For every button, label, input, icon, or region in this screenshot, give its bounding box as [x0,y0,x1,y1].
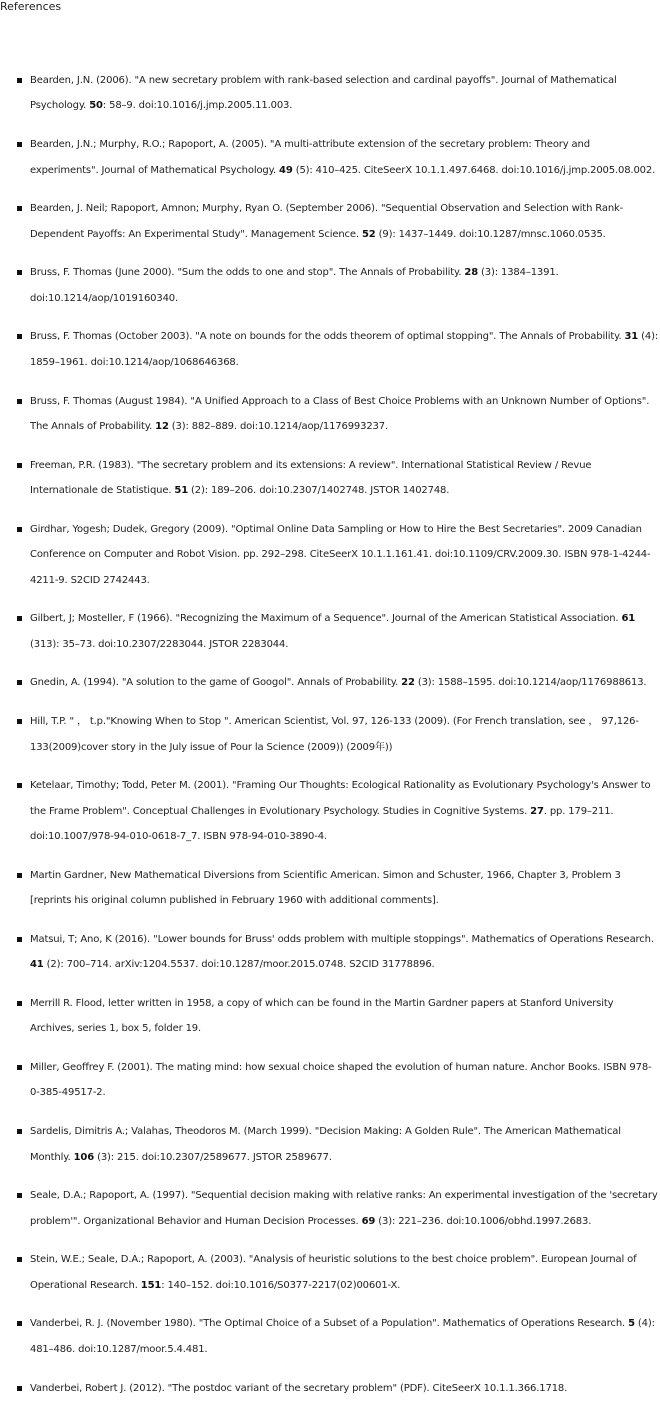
reference-text-tail: (3): 1384–1391. doi:10.1214/aop/1019160340. [30,267,559,304]
reference-text: Bearden, J. Neil; Rapoport, Amnon; Murphy, Ryan O. (September 2006). "Sequential Observation and Selection with Rank-Dependent Payoffs: An Experimental Study". Management Science. [30,203,624,240]
reference-text-tail: (3): 215. doi:10.2307/2589677. JSTOR 2589677. [94,1151,332,1163]
reference-volume: 51 [174,485,189,497]
page-title: References [0,0,62,13]
reference-volume: 49 [279,164,293,176]
reference-item [30,1055,660,1106]
reference-volume: 151 [140,1279,162,1291]
reference-item [30,709,660,760]
reference-volume: 61 [621,613,636,625]
reference-text: Gilbert, J; Mosteller, F (1966). "Recognizing the Maximum of a Sequence". Journal of the American Statistical Association. [30,613,622,625]
reference-item [30,389,660,440]
reference-text: Matsui, T; Ano, K (2016). "Lower bounds for Bruss' odds problem with multiple stoppings". Mathematics of Operations Research. [30,933,654,945]
reference-text-tail: (3): 221–236. doi:10.1006/obhd.1997.2683. [375,1215,592,1227]
reference-item [30,324,660,375]
reference-text-tail: (4): 481–486. doi:10.1287/moor.5.4.481. [30,1318,655,1355]
reference-text: Seale, D.A.; Rapoport, A. (1997). "Sequential decision making with relative ranks: An experimental investigation of the 'secretary problem'". Organizational Behavior and Human Decision Processes. [30,1190,658,1227]
reference-text: Merrill R. Flood, letter written in 1958, a copy of which can be found in the Martin Gardner papers at Stanford University Archives, series 1, box 5, folder 19. [30,997,614,1035]
reference-volume: 27 [530,805,544,817]
reference-item [30,606,660,657]
reference-item [30,1119,660,1170]
reference-text-tail: (313): 35–73. doi:10.2307/2283044. JSTOR 2283044. [30,638,289,650]
reference-volume: 52 [361,228,376,240]
reference-text: Bearden, J.N.; Murphy, R.O.; Rapoport, A. (2005). "A multi-attribute extension of the secretary problem: Theory and experiments". Journal of Mathematical Psychology. [30,139,590,176]
reference-volume: 41 [30,959,44,971]
reference-item [30,991,660,1042]
reference-item [30,260,660,311]
reference-text: Ketelaar, Timothy; Todd, Peter M. (2001). "Framing Our Thoughts: Ecological Rationality as Evolutionary Psychology's Answer to the Frame Problem". Conceptual Challenges in Evolutionary Psychology. Studies in Cognitive Systems. [30,780,651,817]
reference-text-tail: (3): 1588–1595. doi:10.1214/aop/1176988613. [414,677,647,689]
reference-text-tail: (9): 1437–1449. doi:10.1287/mnsc.1060.0535. [375,228,606,240]
reference-item [30,68,660,119]
reference-text-tail: : 58–9. doi:10.1016/j.jmp.2005.11.003. [102,100,293,112]
reference-item [30,863,660,914]
reference-list [30,68,660,1414]
reference-text: Bruss, F. Thomas (August 1984). "A Unified Approach to a Class of Best Choice Problems with an Unknown Number of Options". The Annals of Probability. [30,395,650,432]
reference-text: Vanderbei, R. J. (November 1980). "The Optimal Choice of a Subset of a Population". Mathematics of Operations Research. [30,1318,629,1330]
reference-volume: 50 [89,100,103,112]
reference-volume: 69 [361,1215,376,1227]
reference-text: Hill, T.P. " ， t.p."Knowing When to Stop ". American Scientist, Vol. 97, 126-133 (2009). (For French translation, see ， 97,126-133(2009)cover story in the July issue of Pour la Science (2009)) (2009年)) [30,716,639,753]
reference-volume: 106 [73,1151,95,1163]
reference-text: Miller, Geoffrey F. (2001). The mating mind: how sexual choice shaped the evolution of human nature. Anchor Books. ISBN 978-0-385-49517-2. [30,1062,652,1099]
reference-item [30,517,660,593]
reference-text: Bearden, J.N. (2006). "A new secretary problem with rank-based selection and cardinal payoffs". Journal of Mathematical Psychology. [30,75,617,112]
reference-item [30,132,660,183]
reference-volume: 22 [401,677,415,689]
reference-volume: 5 [628,1318,635,1330]
reference-volume: 12 [155,420,169,432]
reference-text: Girdhar, Yogesh; Dudek, Gregory (2009). "Optimal Online Data Sampling or How to Hire the Best Secretaries". 2009 Canadian Conference on Computer and Robot Vision. pp. 292–298. CiteSeerX 10.1.1.161.41. doi:10.1109/CRV.2009.30. ISBN 978-1-4244-4211-9. S2CID 2742443. [30,523,651,586]
reference-text: Martin Gardner, New Mathematical Diversions from Scientific American. Simon and Schuster, 1966, Chapter 3, Problem 3 [reprints his original column published in February 1960 with additional comments]. [30,869,621,907]
reference-text: Stein, W.E.; Seale, D.A.; Rapoport, A. (2003). "Analysis of heuristic solutions to the best choice problem". European Journal of Operational Research. [30,1254,637,1291]
reference-text-tail: . pp. 179–211. doi:10.1007/978-94-010-0618-7_7. ISBN 978-94-010-3890-4. [30,805,614,843]
reference-text-tail: (2): 189–206. doi:10.2307/1402748. JSTOR 1402748. [188,485,450,497]
reference-text: Bruss, F. Thomas (June 2000). "Sum the odds to one and stop". The Annals of Probability. [30,267,465,279]
reference-item [30,1183,660,1234]
reference-text-tail: (3): 882–889. doi:10.1214/aop/1176993237. [168,420,389,432]
reference-text-tail: (5): 410–425. CiteSeerX 10.1.1.497.6468. doi:10.1016/j.jmp.2005.08.002. [292,164,656,176]
reference-text: Vanderbei, Robert J. (2012). "The postdoc variant of the secretary problem" (PDF). CiteSeerX 10.1.1.366.1718. [30,1382,568,1394]
reference-item [30,670,660,695]
reference-text: Gnedin, A. (1994). "A solution to the game of Googol". Annals of Probability. [30,677,402,689]
reference-volume: 31 [624,331,639,343]
reference-item [30,927,660,978]
reference-text: Sardelis, Dimitris A.; Valahas, Theodoros M. (March 1999). "Decision Making: A Golden Rule". The American Mathematical Monthly. [30,1126,621,1163]
reference-item [30,1247,660,1298]
reference-text: Bruss, F. Thomas (October 2003). "A note on bounds for the odds theorem of optimal stopping". The Annals of Probability. [30,331,625,343]
reference-item [30,773,660,849]
reference-text-tail: (2): 700–714. arXiv:1204.5537. doi:10.1287/moor.2015.0748. S2CID 31778896. [43,959,435,971]
reference-item [30,196,660,247]
reference-item [30,1311,660,1362]
reference-text: Freeman, P.R. (1983). "The secretary problem and its extensions: A review". International Statistical Review / Revue Internationale de Statistique. [30,459,592,497]
reference-text-tail: (4): 1859–1961. doi:10.1214/aop/1068646368. [30,331,659,368]
reference-volume: 28 [464,267,479,279]
reference-item [30,453,660,504]
reference-item [30,1376,660,1401]
reference-text-tail: : 140–152. doi:10.1016/S0377-2217(02)00601-X. [161,1279,401,1291]
